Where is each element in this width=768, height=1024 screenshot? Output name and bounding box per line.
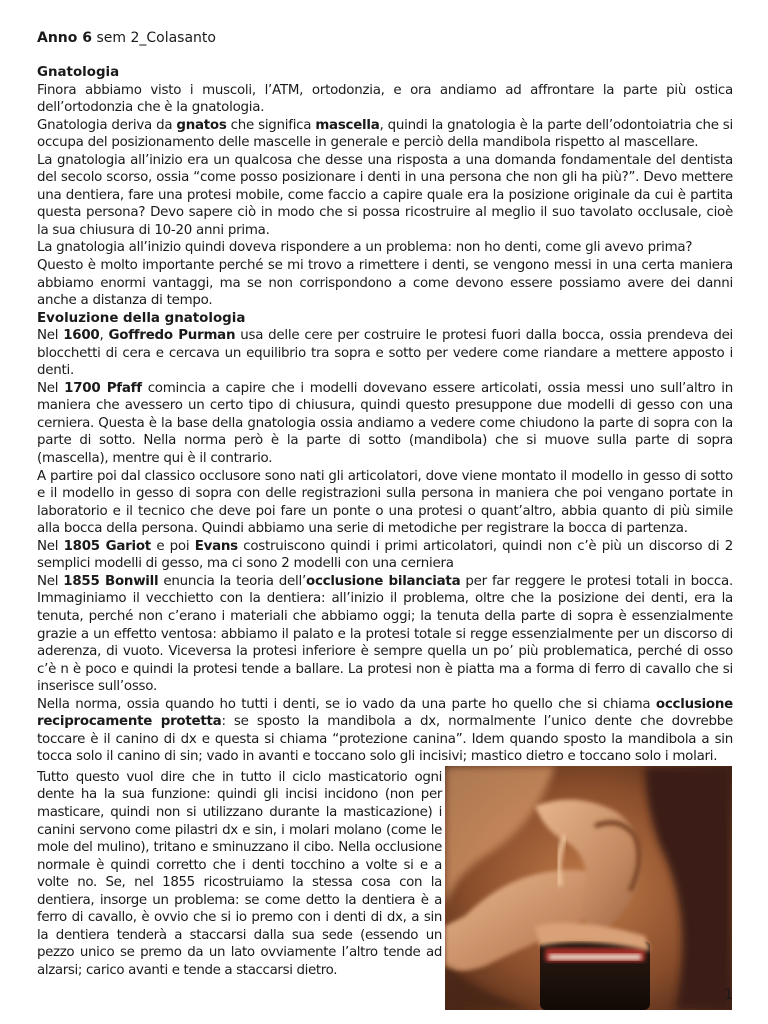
bold-term: mascella [315, 117, 380, 133]
paragraph [37, 82, 733, 117]
page-number: 1 [724, 987, 733, 1003]
text-run: Nel [37, 328, 64, 344]
text-run: Finora abbiamo visto i muscoli, l’ATM, ortodonzia, e ora andiamo ad affrontare la parte più ostica dell’ortodonzia che è la gnatologia. [37, 82, 733, 116]
paragraph [37, 538, 733, 573]
paragraph [37, 380, 733, 468]
paragraph [37, 468, 733, 538]
text-run: comincia a capire che i modelli dovevano essere articolati, ossia messi uno sull’altro in maniera che avessero un certo tipo di chiusura, quindi questo presuppone due modelli di gesso con una cerniera. Questa è la base della gnatologia ossia andiamo a vedere come chiudono la parte di sopra con la parte di sotto. Nella norma però è la parte di sotto (mandibola) che si muove sulla parte di sopra (mascella), mentre qui è il contrario. [37, 380, 733, 467]
text-run: Questo è molto importante perché se mi trovo a rimettere i denti, se vengono messi in una certa maniera abbiamo enormi vantaggi, ma se non corrispondono a come devono essere possiamo avere dei danni anche a distanza di tempo. [37, 258, 733, 309]
header-bold: Anno 6 [37, 30, 93, 46]
bold-term: 1600 [63, 328, 100, 344]
section-title-gnatologia: Gnatologia [37, 65, 120, 80]
paragraphs-evolution [37, 327, 733, 766]
bold-term: Evans [194, 538, 238, 554]
paragraph [37, 239, 733, 257]
bold-term: occlusione bilanciata [306, 573, 461, 589]
text-run: Nel [37, 380, 65, 396]
bold-term: 1700 Pfaff [64, 380, 142, 396]
bold-term: gnatos [176, 117, 227, 133]
text-run: , [99, 328, 109, 344]
document-header [37, 30, 733, 47]
text-run: e poi [150, 538, 195, 554]
bold-term: Goffredo Purman [108, 328, 236, 344]
text-run: per far reggere le protesi totali in bocca. Immaginiamo il vecchietto con la dentiera: all’inizio il problema, oltre che la posizione dei denti, era la tenuta, perché non c’erano i materiali che abbiamo oggi; la tenuta della parte di sopra è essenzialmente grazie a un effetto ventosa: abbiamo il palato e la protesi totale si regge essenzialmente per un discorso di aderenza, di vuoto. Viceversa la protesi inferiore è sempre quella un po’ più problematica, perché di osso c’è n è poco e quindi la protesi tende a ballare. La protesi non è piatta ma a forma di ferro di cavallo che si inserisce sull’osso. [37, 573, 733, 695]
lower-section [37, 769, 733, 980]
paragraph [37, 327, 733, 380]
text-run: usa delle cere per costruire le protesi fuori dalla bocca, ossia prendeva dei blocchetti di cera e cercava un equilibrio tra sopra e sotto per vedere come riandare a mettere apposto i denti. [37, 328, 734, 379]
denture-photo-image [445, 766, 732, 1010]
paragraph [37, 257, 733, 310]
text-run: enuncia la teoria dell’ [158, 573, 306, 589]
document-page [37, 30, 733, 979]
paragraph [37, 117, 733, 152]
text-run: che significa [226, 117, 316, 133]
header-rest: sem 2_Colasanto [92, 30, 216, 46]
text-run: Gnatologia deriva da [37, 117, 177, 133]
bold-term: 1855 Bonwill [63, 573, 159, 589]
text-run: A partire poi dal classico occlusore sono nati gli articolatori, dove viene montato il modello in gesso di sotto e il modello in gesso di sopra con delle registrazioni sulla persona in maniera che poi vengano portate in laboratorio e il tecnico che deve poi fare un ponte o una protesi o quant’altro, abbia quanto di più simile alla bocca della persona. Quindi abbiamo una serie di metodiche per registrare la bocca di partenza. [37, 468, 733, 537]
paragraphs-top [37, 82, 733, 310]
paragraph [37, 696, 733, 766]
text-run: : se sposto la mandibola a dx, normalmente l’unico dente che dovrebbe toccare è il canino di dx e questa si chiama “protezione canina”. Idem quando sposto la mandibola a sin tocca solo il canino di sin; vado in avanti e toccano solo gli incisivi; mastico dietro e toccano solo i molari. [37, 714, 733, 765]
text-run: Tutto questo vuol dire che in tutto il ciclo masticatorio ogni dente ha la sua funzione: quindi gli incisi incidono (non per masticare, quindi non si utilizzano durante la masticazione) i canini servono come pilastri dx e sin, i molari molano (come le mole del mulino), tritano e sminuzzano il cibo. Nella occlusione normale è quindi corretto che i denti tocchino a volte si e a volte no. Se, nel 1855 ricostruiamo la stessa cosa con la dentiera, insorge un problema: se come detto la dentiera è a ferro di cavallo, è ovvio che si io premo con i denti di dx, a sin la dentiera tenderà a staccarsi dalla sua sede (essendo un pezzo unico se premo da un lato ovviamente l’altro tende ad alzarsi; carico avanti e tende a staccarsi dietro. [37, 769, 442, 978]
text-run: Nella norma, ossia quando ho tutti i denti, se io vado da una parte ho quello che si chiama [37, 696, 656, 712]
text-run: , quindi la gnatologia è la parte dell’odontoiatria che si occupa del posizionamento delle mascelle in generale e perciò della mandibola rispetto al mascellare. [37, 117, 734, 151]
bold-term: 1805 Gariot [63, 538, 151, 554]
paragraph-lower [37, 769, 442, 980]
denture-photo [445, 766, 732, 1010]
text-run: La gnatologia all’inizio quindi doveva rispondere a un problema: non ho denti, come gli avevo prima? [37, 240, 693, 256]
paragraph [37, 573, 733, 696]
section-title-evoluzione: Evoluzione della gnatologia [37, 310, 246, 326]
paragraph [37, 769, 442, 980]
text-run: Nel [37, 573, 64, 589]
text-run: Nel [37, 538, 64, 554]
paragraph [37, 152, 733, 240]
text-run: costruiscono quindi i primi articolatori, quindi non c’è più un discorso di 2 semplici modelli di gesso, ma ci sono 2 modelli con una cerniera [37, 538, 733, 572]
text-run: La gnatologia all’inizio era un qualcosa che desse una risposta a una domanda fondamentale del dentista del secolo scorso, ossia “come posso posizionare i denti in una persona che non gli ha più?”. Devo mettere una dentiera, fare una protesi mobile, come faccio a capire quale era la posizione originale da cui è partita questa persona? Devo sapere ciò in modo che si possa ricostruire al meglio il suo tavolato occlusale, cioè la sua chiusura di 10-20 anni prima. [37, 152, 733, 238]
bold-term: occlusione reciprocamente protetta [37, 696, 733, 730]
